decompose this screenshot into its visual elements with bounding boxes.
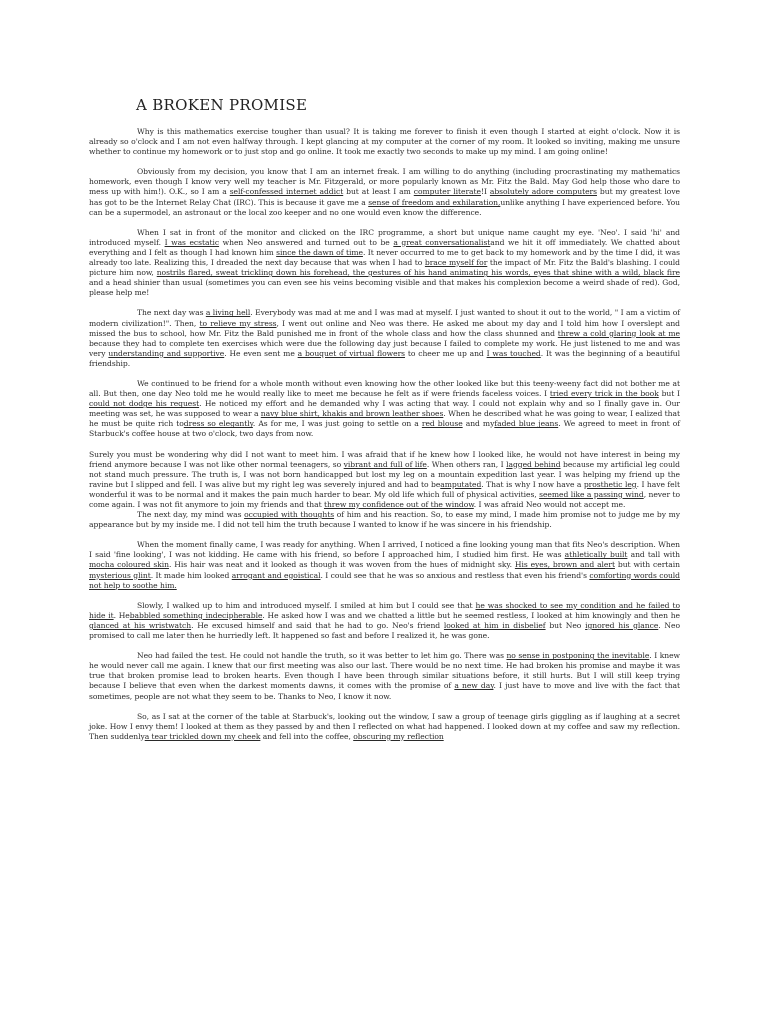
text-run: . He excused himself and said that he had to go. Neo's friend bbox=[191, 620, 444, 630]
paragraph bbox=[89, 510, 680, 530]
text-run: . When he described what he was going to wear, I ealized that he must be quite rich to bbox=[89, 409, 680, 429]
text-run: to cheer me up and bbox=[405, 348, 487, 358]
text-run: the impact of Mr. Fitz the Bald's blashing. I could picture him now, bbox=[89, 258, 680, 278]
paragraph bbox=[89, 651, 680, 701]
text-run: , I went out online and Neo was there. He asked me about my day and I told him how I overslept and missed the bus to school, how Mr. Fitz the Bald punished me in front of the whole class and how the class shunned and bbox=[89, 318, 680, 338]
text-run: . His hair was neat and it looked as though it was woven from the hues of midnight sky. bbox=[168, 560, 515, 570]
text-run: Why is this mathematics exercise tougher than usual? It is taking me forever to finish it even though I started at eight o'clock. Now it is already so o'clock and I am not even halfway through. I kept glancing at my computer at the corner of my room. It looked so inviting, making me unsure whether to continue my homework or to just stop and go online. It took me exactly two seconds to make up my mind. I am going online! bbox=[89, 127, 680, 157]
underlined-phrase: faded blue jeans bbox=[494, 419, 559, 429]
text-run: . He even sent me bbox=[224, 348, 298, 358]
underlined-phrase: glanced at his wristwatch bbox=[89, 620, 192, 630]
underlined-phrase: could not dodge his request bbox=[89, 399, 200, 409]
underlined-phrase: understanding and supportive bbox=[108, 348, 225, 358]
text-run: and tall with bbox=[627, 550, 680, 560]
text-run: and fell into the coffee, bbox=[260, 731, 354, 741]
paragraph bbox=[89, 540, 680, 590]
underlined-phrase: no sense in postponing the inevitable bbox=[506, 651, 650, 661]
text-run: . He asked how I was and we chatted a little but he seemed restless, I looked at him knowingly and then he bbox=[262, 610, 680, 620]
underlined-phrase: brace myself for bbox=[424, 258, 488, 268]
underlined-phrase: comforting words could not help to soothe him. bbox=[89, 570, 680, 590]
underlined-phrase: navy blue shirt, khakis and brown leather shoes bbox=[260, 409, 444, 419]
text-run: but my greatest love has got to be the Internet Relay Chat (IRC). This is because it gave me a bbox=[89, 187, 681, 207]
paragraph bbox=[89, 228, 680, 299]
text-run: . When others ran, I bbox=[426, 459, 507, 469]
underlined-phrase: I was touched bbox=[486, 348, 541, 358]
text-run: . I just have to move and live with the fact that sometimes, people are not what they seem to be. Thanks to Neo, I know it now. bbox=[89, 681, 681, 701]
underlined-phrase: a living hell bbox=[205, 308, 251, 318]
paragraph bbox=[89, 712, 680, 742]
text-run: Neo had failed the test. He could not handle the truth, so it was better to let him go. There was bbox=[137, 651, 507, 661]
text-run: of him and his reaction. So, to ease my mind, I made him promise not to judge me by my appearance but by my inside me. I did not tell him the truth because I wanted to know if he was sincere in his friendship. bbox=[89, 510, 681, 530]
underlined-phrase: ignored his glance bbox=[585, 620, 659, 630]
text-run: because my artificial leg could not stand much pressure. The truth is, I was not born handicapped but lost my leg on a mountain expedition last year. I was helping my friend up the ravine but I slipped and fell. I was alive but my right leg was severely injured and had to be bbox=[89, 459, 680, 489]
underlined-phrase: nostrils flared, sweat trickling down his forehead, the gestures of his hand animating his words, eyes that shine with a wild, black fire bbox=[156, 268, 680, 278]
text-run: but at least I am bbox=[343, 187, 414, 197]
text-run: So, as I sat at the corner of the table at Starbuck's, looking out the window, I saw a group of teenage girls giggling as if laughing at a secret joke. How I envy them! I looked at them as they passed by and then I reflected on what had happened. I looked down at my coffee and saw my reflection. Then suddenly bbox=[89, 711, 680, 741]
underlined-phrase: mysterious glint bbox=[89, 570, 151, 580]
text-run: Obviously from my decision, you know that I am an internet freak. I am willing to do anything (including procrastinating my mathematics homework, even though I know very well my teacher is Mr. Fitzgerald, or more popularly known as Mr. Fitz the Bald. May God help those who dare to mess up with him!). O.K., so I am a bbox=[89, 167, 680, 197]
text-run: . It was the beginning of a beautiful friendship. bbox=[89, 348, 681, 368]
underlined-phrase: lagged behind bbox=[506, 459, 561, 469]
text-run: . That is why I now have a bbox=[481, 479, 584, 489]
underlined-phrase: amputated bbox=[440, 479, 482, 489]
underlined-phrase: His eyes, brown and alert bbox=[514, 560, 615, 570]
underlined-phrase: seemed like a passing wind bbox=[539, 489, 644, 499]
underlined-phrase: mocha coloured skin bbox=[89, 560, 169, 570]
underlined-phrase: prosthetic leg bbox=[583, 479, 637, 489]
underlined-phrase: self-confessed internet addict bbox=[229, 187, 344, 197]
underlined-phrase: obscuring my reflection bbox=[353, 731, 444, 741]
text-run: , never to come again. I was not fit anymore to join my friends and that bbox=[89, 489, 680, 509]
text-run: because they had to complete ten exercises which were due the following day just because I failed to complete my work. He just listened to me and was very bbox=[89, 338, 680, 358]
underlined-phrase: absolutely adore computers bbox=[489, 187, 597, 197]
underlined-phrase: since the dawn of time bbox=[276, 247, 363, 257]
underlined-phrase: sense of freedom and exhilaration, bbox=[368, 197, 501, 207]
text-run: When I sat in front of the monitor and clicked on the IRC programme, a short but unique name caught my eye. 'Neo'. I said 'hi' and introduced myself. bbox=[89, 227, 680, 247]
text-run: . As for me, I was just going to settle on a bbox=[252, 419, 422, 429]
underlined-phrase: a bouquet of virtual flowers bbox=[297, 348, 406, 358]
text-run: but with certain bbox=[614, 560, 680, 570]
underlined-phrase: looked at him in disbelief bbox=[443, 620, 546, 630]
text-run: . He noticed my effort and he demanded why I was acting that way. I could not explain why and so I finally gave in. Our meeting was set, he was supposed to wear a bbox=[89, 399, 680, 419]
text-run: When the moment finally came, I was ready for anything. When I arrived, I noticed a fine looking young man that fits Neo's description. When I said 'fine looking', I was not kidding. He came with his friend, so before I approached him, I studied him first. He was bbox=[89, 540, 680, 560]
text-run: . It never occurred to me to get back to my homework and by the time I did, it was already too late. Realizing this, I dreaded the next day because that was when I had to bbox=[89, 247, 680, 268]
underlined-phrase: a new day bbox=[454, 681, 494, 691]
text-run: We continued to be friend for a whole month without even knowing how the other looked like but this teeny-weeny fact did not bother me at all. But then, one day Neo told me he would really like to meet me because he felt as if were friends faceless voices. I bbox=[89, 378, 680, 399]
text-run: . Everybody was mad at me and I was mad at myself. I just wanted to shout it out to the world, " I am a victim of modern civilization!". Then, bbox=[89, 308, 680, 328]
paragraph bbox=[89, 127, 680, 157]
text-run: . Neo promised to call me later then he hurriedly left. It happened so fast and before I realized it, he was gone. bbox=[89, 620, 680, 641]
text-run: . He bbox=[113, 610, 130, 620]
text-run: when Neo answered and turned out to be bbox=[219, 237, 394, 247]
paragraph bbox=[89, 308, 680, 369]
underlined-phrase: athletically built bbox=[564, 550, 628, 560]
underlined-phrase: vibrant and full of life bbox=[343, 459, 427, 469]
text-run: . I knew he would never call me again. I knew that our first meeting was also our last. There would be no next time. He had broken his promise and maybe it was true that broken promise lead to broken hearts. Even though I have been through similar situations before, it still hurts. But I will still keep trying because I believe that even when the darkest moments dawns, it comes with the promise of bbox=[89, 651, 680, 691]
underlined-phrase: he was shocked to see my condition and he failed to hide it bbox=[89, 600, 680, 620]
text-run: but I bbox=[658, 389, 680, 399]
text-run: The next day, my mind was bbox=[137, 510, 245, 520]
text-run: Surely you must be wondering why did I not want to meet him. I was afraid that if he knew how I looked like, he would not have interest in being my friend anymore because I was not like other normal teenagers, so bbox=[89, 449, 680, 469]
document-title: A BROKEN PROMISE bbox=[136, 96, 308, 114]
text-run: and my bbox=[462, 419, 495, 429]
text-run: Slowly, I walked up to him and introduced myself. I smiled at him but I could see that bbox=[137, 600, 476, 610]
underlined-phrase: red blouse bbox=[421, 419, 463, 429]
text-run: . I was afraid Neo would not accept me. bbox=[473, 500, 626, 509]
text-run: unlike anything I have experienced before. You can be a supermodel, an astronaut or the local zoo keeper and no one would even know the difference. bbox=[89, 197, 680, 217]
underlined-phrase: a great conversationalist bbox=[393, 237, 491, 247]
underlined-phrase: a tear trickled down my cheek bbox=[144, 731, 261, 741]
underlined-phrase: I was ecstatic bbox=[164, 237, 220, 247]
underlined-phrase: arrogant and egoistical bbox=[231, 570, 321, 580]
text-run: . I could see that he was so anxious and restless that even his friend's bbox=[320, 570, 590, 580]
underlined-phrase: dress so elegantly bbox=[183, 419, 253, 429]
underlined-phrase: threw my confidence out of the window bbox=[323, 500, 474, 509]
text-run: The next day was bbox=[137, 308, 206, 318]
text-run: and a head shinier than usual (sometimes you can even see his veins becoming visible and that makes his complexion become a weird shade of red). God, please help me! bbox=[89, 278, 680, 298]
underlined-phrase: tried every trick in the book bbox=[549, 389, 659, 399]
underlined-phrase: babbled something indecipherable bbox=[129, 610, 263, 620]
text-run: . We agreed to meet in front of Starbuck's coffee house at two o'clock, two days from now. bbox=[89, 419, 681, 439]
underlined-phrase: occupied with thoughts bbox=[244, 510, 335, 520]
text-run: and we hit it off immediately. We chatted about everything and I felt as though I had known him bbox=[89, 237, 681, 257]
underlined-phrase: computer literate bbox=[413, 187, 481, 197]
paragraph bbox=[89, 601, 680, 641]
paragraph bbox=[89, 379, 680, 440]
text-run: . I have felt wonderful it was to be normal and it makes the pain much harder to bear. My old life which full of physical activities, bbox=[89, 479, 680, 499]
paragraph bbox=[89, 167, 680, 217]
text-run: . It made him looked bbox=[150, 570, 232, 580]
text-run: !I bbox=[480, 187, 490, 197]
text-run: but Neo bbox=[545, 620, 586, 630]
paragraph bbox=[89, 450, 680, 511]
document-body bbox=[89, 127, 680, 742]
underlined-phrase: to relieve my stress bbox=[199, 318, 277, 328]
underlined-phrase: threw a cold glaring look at me bbox=[557, 328, 681, 338]
